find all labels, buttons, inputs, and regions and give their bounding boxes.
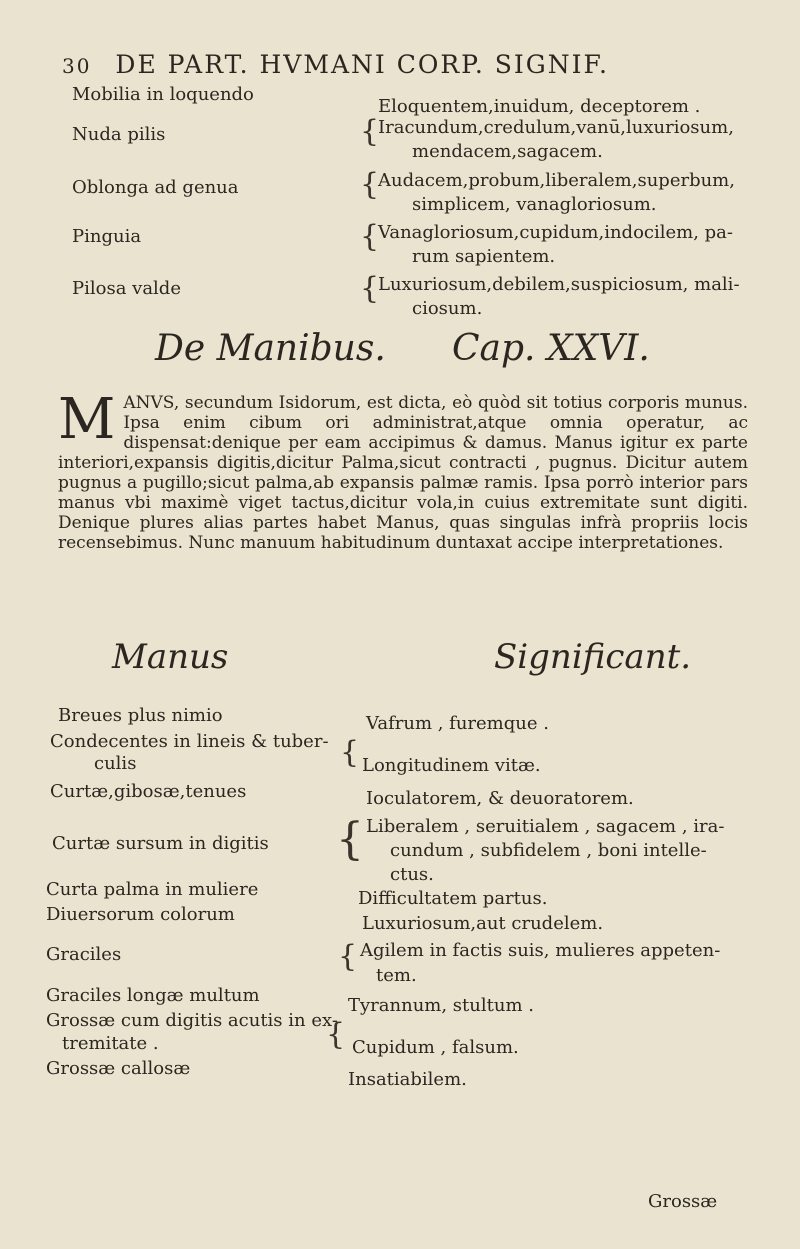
brace: {	[360, 167, 380, 202]
brace: {	[340, 735, 360, 770]
top-left-4: Pinguia	[72, 226, 142, 247]
bottom-right-10: Insatiabilem.	[348, 1069, 467, 1090]
running-title: DE PART. HVMANI CORP. SIGNIF.	[115, 50, 609, 79]
bottom-left-5: Curta palma in muliere	[46, 879, 259, 900]
bottom-left-2b: culis	[94, 753, 137, 774]
page-header	[62, 50, 609, 79]
bottom-right-2: Longitudinem vitæ.	[362, 755, 541, 776]
bottom-right-7a: Agilem in factis suis, mulieres appeten-	[360, 940, 721, 961]
top-right-3a: Audacem,probum,liberalem,superbum,	[378, 170, 735, 191]
page-number: 30	[62, 54, 92, 78]
brace: {	[326, 1017, 346, 1052]
bottom-right-4c: ctus.	[390, 864, 434, 885]
top-left-2: Nuda pilis	[72, 124, 166, 145]
bottom-right-1: Vafrum , furemque .	[366, 713, 549, 734]
brace: {	[336, 814, 364, 865]
bottom-right-8: Tyrannum, stultum .	[348, 995, 534, 1016]
bottom-left-6: Diuersorum colorum	[46, 904, 235, 925]
top-right-3b: simplicem, vanagloriosum.	[412, 194, 657, 215]
top-left-3: Oblonga ad genua	[72, 177, 239, 198]
top-left-1: Mobilia in loquendo	[72, 84, 254, 105]
top-right-5a: Luxuriosum,debilem,suspiciosum, mali-	[378, 274, 740, 295]
bottom-left-10: Grossæ callosæ	[46, 1058, 191, 1079]
brace: {	[360, 114, 380, 149]
bottom-left-4: Curtæ sursum in digitis	[52, 833, 269, 854]
bottom-right-9: Cupidum , falsum.	[352, 1037, 519, 1058]
bottom-left-9b: tremitate .	[62, 1033, 159, 1054]
top-right-4b: rum sapientem.	[412, 246, 556, 267]
column-head-left: Manus	[112, 637, 229, 677]
catchword: Grossæ	[648, 1191, 718, 1212]
top-right-5b: ciosum.	[412, 298, 483, 319]
chapter-title: De Manibus.	[155, 328, 386, 369]
bottom-left-7: Graciles	[46, 944, 122, 965]
top-right-1: Eloquentem,inuidum, deceptorem .	[378, 96, 701, 117]
bottom-left-8: Graciles longæ multum	[46, 985, 260, 1006]
brace: {	[338, 939, 358, 974]
body-paragraph	[58, 387, 748, 553]
chapter-number: Cap. XXVI.	[452, 328, 650, 369]
column-head-right: Significant.	[494, 637, 692, 677]
bottom-right-7b: tem.	[376, 965, 417, 986]
bottom-right-4a: Liberalem , seruitialem , sagacem , ira-	[366, 816, 725, 837]
bottom-right-5: Difficultatem partus.	[358, 888, 548, 909]
bottom-left-1: Breues plus nimio	[58, 705, 223, 726]
top-right-4a: Vanagloriosum,cupidum,indocilem, pa-	[378, 222, 733, 243]
bottom-left-2a: Condecentes in lineis & tuber-	[50, 731, 329, 752]
top-left-5: Pilosa valde	[72, 278, 181, 299]
bottom-left-9a: Grossæ cum digitis acutis in ex-	[46, 1010, 338, 1031]
bottom-right-6: Luxuriosum,aut crudelem.	[362, 913, 604, 934]
brace: {	[360, 271, 380, 306]
paragraph-text: ANVS, secundum Isidorum, est dicta, eò quòd sit totius corporis munus. Ipsa enim cibum ori administrat,atque omnia operatur, ac dispensat:denique per eam accipimus & damus. Manus igitur ex parte interiori,expansis digitis,dicitur Palma,sicut contracti , pugnus. Dicitur autem pugnus a pugillo;sicut palma,ab expansis palmæ ramis. Ipsa porrò interior pars manus vbi maximè viget tactus,dicitur vola,in cuius extremitate sunt digiti. Denique plures alias partes habet Manus, quas singulas infrà propriis locis recensebimus. Nunc manuum habitudinum duntaxat accipe interpretationes.	[58, 393, 748, 553]
bottom-left-3: Curtæ,gibosæ,tenues	[50, 781, 247, 802]
top-right-2b: mendacem,sagacem.	[412, 141, 603, 162]
brace: {	[360, 219, 380, 254]
bottom-right-4b: cundum , subfidelem , boni intelle-	[390, 840, 707, 861]
bottom-right-3: Ioculatorem, & deuoratorem.	[366, 788, 634, 809]
drop-cap: M	[58, 387, 116, 452]
top-right-2a: Iracundum,credulum,vanū,luxuriosum,	[378, 117, 734, 138]
